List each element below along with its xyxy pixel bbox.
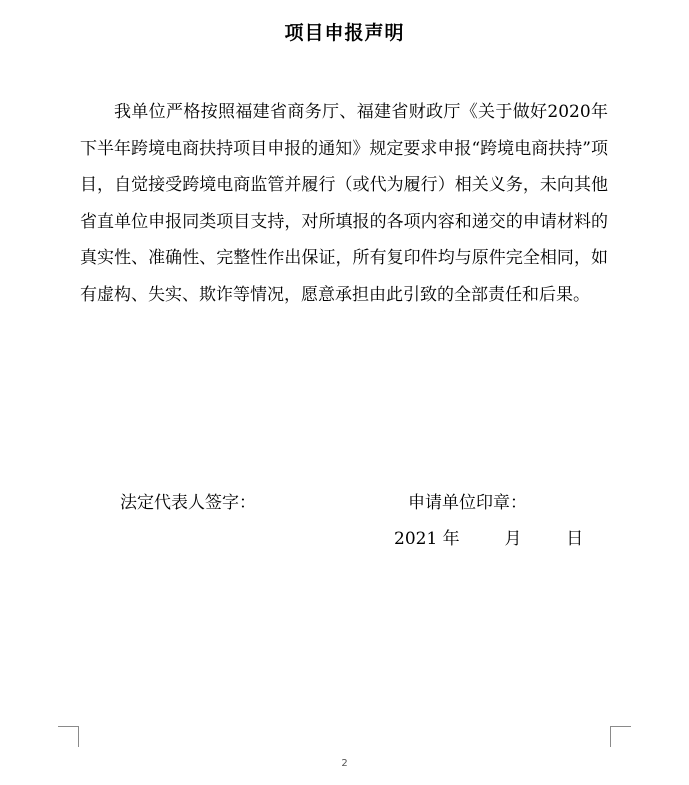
date-year: 2021	[394, 529, 438, 549]
margin-corner-mark-left	[58, 726, 79, 747]
date-month-unit: 月	[504, 529, 522, 549]
date-line	[394, 527, 583, 551]
margin-corner-mark-right	[610, 726, 631, 747]
legal-representative-signature-label: 法定代表人签字：	[120, 493, 256, 513]
date-year-unit: 年	[442, 529, 460, 549]
document-title: 项目申报声明	[284, 22, 405, 44]
date-day-unit: 日	[566, 529, 584, 549]
applicant-seal-label: 申请单位印章：	[408, 493, 527, 513]
declaration-paragraph: 我单位严格按照福建省商务厅、福建省财政厅《关于做好2020年下半年跨境电商扶持项目申报的通知》规定要求申报“跨境电商扶持”项目，自觉接受跨境电商监管并履行（或代为履行）相关义务，未向其他省直单位申报同类项目支持，对所填报的各项内容和递交的申请材料的真实性、准确性、完整性作出保证，所有复印件均与原件完全相同，如有虚构、失实、欺诈等情况，愿意承担由此引致的全部责任和后果。	[80, 102, 608, 305]
page-number: 2	[341, 758, 348, 769]
